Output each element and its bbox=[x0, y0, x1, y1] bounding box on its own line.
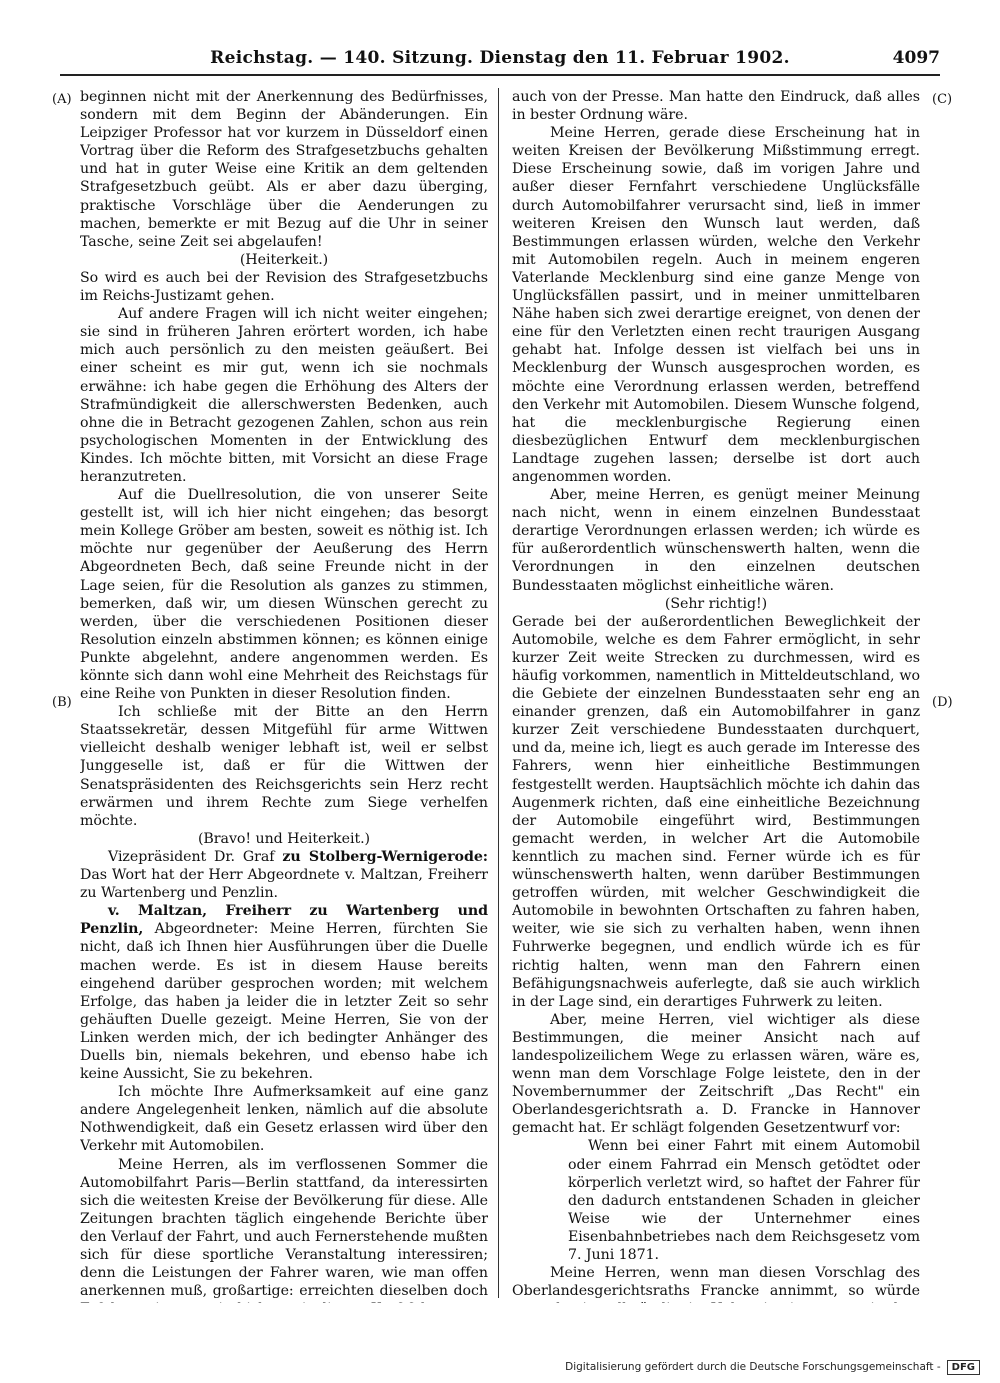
paragraph: Gerade bei der außerordentlichen Beweglichkeit der Automobile, welche es dem Fahrer ermöglicht, in sehr kurzer Zeit weite Strecken zu durchmessen, wird es häufig vorkommen, namentlich in Mitteldeutschland, wo die Gebiete der einzelnen Bundesstaaten sehr eng an einander grenzen, daß ein Automobilfahrer in ganz kurzer Zeit verschiedene Bundesstaaten durchquert, und da, meine ich, liegt es auch gerade im Interesse des Fahrers, wenn hier einheitliche Bestimmungen festgestellt werden. Hauptsächlich möchte ich dahin das Augenmerk richten, daß eine einheitliche Bezeichnung der Automobile eingeführt wird, Bestimmungen gemacht werden, in welcher Art die Automobile kenntlich zu machen sind. Ferner würde ich es für wünschenswerth halten, wenn darüber Bestimmungen getroffen würden, mit welcher Geschwindigkeit die Automobile in bewohnten Ortschaften zu fahren haben, weiter, wie sie sich zu verhalten haben, wenn ihnen Fuhrwerke begegnen, und endlich würde ich es für richtig halten, wenn man den Fahrern einen Befähigungsnachweis auferlegte, daß sie auch wirklich in der Lage sind, ein derartiges Fuhrwerk zu leiten. bbox=[512, 613, 920, 1010]
running-title: Reichstag. — 140. Sitzung. Dienstag den 11. Februar 1902. bbox=[210, 48, 790, 68]
header-rule bbox=[60, 74, 940, 76]
column-divider bbox=[498, 88, 499, 1298]
speaker-paragraph bbox=[80, 902, 488, 1083]
paragraph: Auf die Duellresolution, die von unserer Seite gestellt ist, will ich hier nicht eingehen; das besorgt mein Kollege Gröber am besten, soweit es nöthig ist. Ich möchte nur gegenüber der Aeußerung des Herrn Abgeordneten Bech, daß seine Freunde nicht in der Lage seien, für die Resolution als ganzes zu stimmen, bemerken, daß wir, um diesen Wünschen gerecht zu werden, über die verschiedenen Positionen dieser Resolution einzeln abstimmen können; es können einige Punkte abgelehnt, andere angenommen werden. Es könnte sich dann wohl eine Mehrheit des Reichstags für eine Reihe von Punkten in dieser Resolution finden. bbox=[80, 487, 488, 703]
margin-marker-a: (A) bbox=[52, 92, 72, 107]
footer-text: Digitalisierung gefördert durch die Deutsche Forschungsgemeinschaft - bbox=[565, 1361, 941, 1373]
paragraph: So wird es auch bei der Revision des Strafgesetzbuchs im Reichs-Justizamt gehen. bbox=[80, 269, 488, 305]
paragraph: Auf andere Fragen will ich nicht weiter eingehen; sie sind in früheren Jahren erörtert worden, ich habe mich auch persönlich zu den meisten geäußert. Bei einer scheint es mir gut, wenn ich sie nochmals erwähne: ich habe gegen die Erhöhung des Alters der Strafmündigkeit die allerschwersten Bedenken, auch ohne die in Betracht gezogenen Zahlen, schon aus rein psychologischen Momenten in der Entwicklung des Kindes. Ich möchte bitten, mit Vorsicht an diese Frage heranzutreten. bbox=[80, 306, 488, 485]
paragraph: auch von der Presse. Man hatte den Eindruck, daß alles in bester Ordnung wäre. bbox=[512, 89, 920, 124]
speaker-name: zu Stolberg-Wernigerode: bbox=[282, 848, 488, 865]
left-column bbox=[80, 88, 488, 1303]
margin-marker-c: (C) bbox=[932, 92, 953, 107]
paragraph: Ich möchte Ihre Aufmerksamkeit auf eine ganz andere Angelegenheit lenken, nämlich auf die absolute Nothwendigkeit, daß ein Gesetz erlassen wird über den Verkehr mit Automobilen. bbox=[80, 1084, 488, 1155]
speaker-name: v. Maltzan, Freiherr zu Wartenberg und Penzlin, bbox=[80, 903, 488, 938]
paragraph: Aber, meine Herren, es genügt meiner Meinung nach nicht, wenn in einem einzelnen Bundesstaat derartige Verordnungen erlassen werden; ich würde es für außerordentlich wünschenswerth halten, wenn die Verordnungen in den einzelnen deutschen Bundesstaaten möglichst einheitliche wären. bbox=[512, 487, 920, 594]
footer-credit bbox=[565, 1360, 980, 1375]
speaker-paragraph bbox=[80, 848, 488, 902]
page-header bbox=[60, 42, 940, 74]
speaker-text: Abgeordneter: Meine Herren, fürchten Sie nicht, daß ich Ihnen hier Ausführungen über die Duelle machen werde. Es ist in diesem Hause bereits eingehend darüber gesprochen worden; mit welchem Erfolge, das haben ja leider die in letzter Zeit so sehr gehäuften Duelle gezeigt. Meine Herren, Sie von der Linken werden mich, der ich bedingter Anhänger des Duells bin, niemals bekehren, und ebenso habe ich keine Aussicht, Sie zu bekehren. bbox=[80, 921, 488, 1083]
paragraph: Meine Herren, gerade diese Erscheinung hat in weiten Kreisen der Bevölkerung Mißstimmung erregt. Diese Erscheinung sowie, daß im vorigen Jahre und außer dieser Fernfahrt verschiedene Unglücksfälle durch Automobilfahrer verursacht sind, ließ in immer weiteren Kreisen den Wunsch laut werden, daß Bestimmungen erlassen würden, welche den Verkehr mit Automobilen regeln. Auch in meinem engeren Vaterlande Mecklenburg sind eine ganze Menge von Unglücksfällen passirt, und in meiner unmittelbaren Nähe haben sich zwei derartige ereignet, von denen der eine für den Verletzten einen recht traurigen Ausgang gehabt hat. Infolge dessen ist vielfach bei uns in Mecklenburg der Wunsch ausgesprochen worden, es möchte eine Verordnung erlassen werden, betreffend den Verkehr mit Automobilen. Diesem Wunsche folgend, hat die mecklenburgische Regierung einen diesbezüglichen Entwurf dem mecklenburgischen Landtage zugehen lassen; derselbe ist dort auch angenommen worden. bbox=[512, 125, 920, 485]
page-number: 4097 bbox=[892, 48, 940, 68]
paragraph: Meine Herren, als im verflossenen Sommer die Automobilfahrt Paris—Berlin stattfand, da interessirten sich die weitesten Kreise der Bevölkerung für diese. Alle Zeitungen brachten täglich eingehende Berichte über den Verlauf der Fahrt, und auch Fernerstehende mußten sich für diese sportliche Veranstaltung interessiren; denn die Leistungen der Fahrer waren, wie man offen anerkennen muß, großartige: erreichten dieselben doch bbox=[80, 1156, 488, 1300]
interjection: (Sehr richtig!) bbox=[664, 595, 768, 612]
interjection: (Bravo! und Heiterkeit.) bbox=[197, 830, 371, 847]
speaker-text: Das Wort hat der Herr Abgeordnete v. Maltzan, Freiherr zu Wartenberg und Penzlin. bbox=[80, 867, 488, 902]
margin-marker-d: (D) bbox=[932, 695, 953, 710]
paragraph: Aber, meine Herren, viel wichtiger als diese Bestimmungen, die meiner Ansicht nach auf landespolizeilichem Wege zu erlassen wären, wäre es, wenn man dem Vorschlage Folge leistete, den in der Novembernummer der Zeitschrift „Das Recht" ein Oberlandesgerichtsrath a. D. Francke in Hannover gemacht hat. Er schlägt folgenden Gesetzentwurf vor: bbox=[512, 1011, 920, 1137]
quoted-law-draft: Wenn bei einer Fahrt mit einem Automobil oder einem Fahrrad ein Mensch getödtet oder körperlich verletzt wird, so haftet der Fahrer für den dadurch entstandenen Schaden in gleicher Weise wie der Unternehmer eines Eisenbahnbetriebes nach dem Reichsgesetz vom 7. Juni 1871. bbox=[568, 1138, 920, 1263]
speaker-title: Vizepräsident Dr. Graf bbox=[108, 848, 275, 865]
paragraph: Meine Herren, wenn man diesen Vorschlag des Oberlandesgerichtsraths Francke annimmt, so würde bbox=[512, 1265, 920, 1300]
right-column bbox=[512, 88, 920, 1303]
paragraph: beginnen nicht mit der Anerkennung des Bedürfnisses, sondern mit dem Beginn der Abänderungen. Ein Leipziger Professor hat vor kurzem in Düsseldorf einen Vortrag über die Reform des Strafgesetzbuchs gehalten und hat in guter Weise eine Kritik an dem geltenden Strafgesetzbuch geübt. Als er aber dazu überging, praktische Vorschläge über die Aenderungen zu machen, bemerkte er mit Bezug auf die Uhr in seiner Tasche, seine Zeit sei abgelaufen! bbox=[80, 89, 488, 250]
paragraph: Ich schließe mit der Bitte an den Herrn Staatssekretär, dessen Mitgefühl für arme Wittwen vielleicht deshalb weniger lebhaft ist, weil er selbst Junggeselle ist, daß er für die Wittwen der Senatspräsidenten des Reichsgerichts sein Herz recht erwärmen und ihrem Rechte zum Siege verhelfen möchte. bbox=[80, 704, 488, 829]
margin-marker-b: (B) bbox=[52, 695, 72, 710]
interjection: (Heiterkeit.) bbox=[239, 251, 329, 268]
dfg-logo: DFG bbox=[947, 1360, 980, 1375]
